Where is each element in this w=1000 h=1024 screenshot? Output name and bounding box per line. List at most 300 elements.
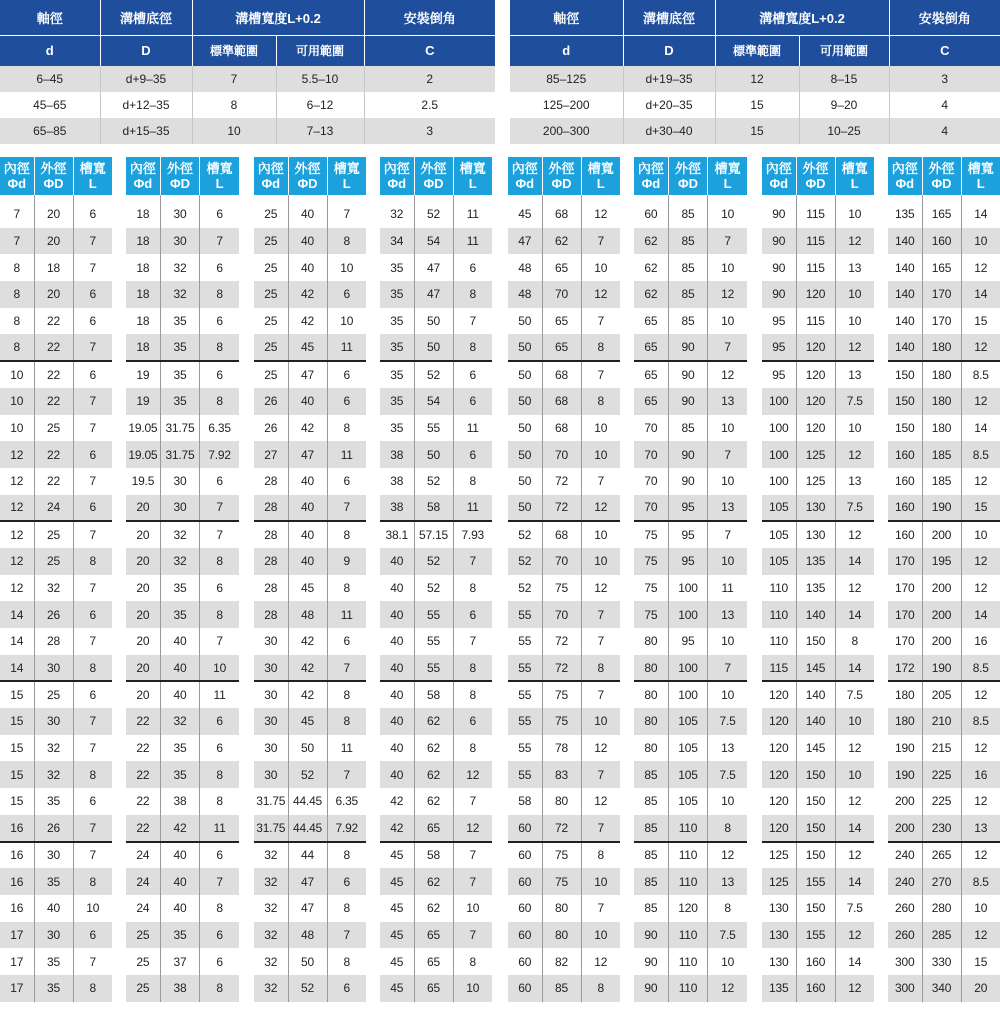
spec-standard-width: 8 [192,92,276,118]
cell-outer-diameter: 72 [542,815,581,842]
cell-inner-diameter: 8 [0,334,34,361]
cell-groove-width: 12 [581,788,620,815]
cell-groove-width: 12 [961,254,1000,281]
cell-inner-diameter: 52 [508,521,542,548]
cell-inner-diameter: 25 [254,281,288,308]
cell-groove-width: 8 [581,388,620,415]
cell-outer-diameter: 210 [922,708,961,735]
cell-inner-diameter: 170 [895,580,915,595]
cell-outer-diameter: 110 [668,922,707,949]
cell-groove-width: 8 [327,228,366,255]
cell-inner-diameter: 32 [254,922,288,949]
cell-inner-diameter: 26 [264,420,278,435]
cell-groove-width: 8 [581,842,620,869]
cell-inner-diameter: 120 [769,741,789,756]
cell-outer-diameter: 105 [668,708,707,735]
table-row [888,441,1000,468]
table-row [126,601,239,628]
header-inner-diameter [888,157,922,195]
header-outer-diameter-label: 外徑 [40,161,67,176]
cell-groove-width: 10 [708,681,747,708]
cell-outer-diameter: 140 [796,708,835,735]
cell-outer-diameter: 100 [668,575,707,602]
cell-groove-width: 20 [961,975,1000,1002]
table-row [254,415,366,442]
cell-groove-width: 13 [835,361,874,388]
cell-inner-diameter: 100 [769,420,789,435]
cell-outer-diameter: 170 [922,308,961,335]
table-row [126,441,239,468]
cell-inner-diameter: 35 [380,361,414,388]
cell-groove-width: 7 [73,415,112,442]
cell-groove-width: 8 [73,655,112,682]
cell-inner-diameter: 25 [254,361,288,388]
header-inner-diameter [762,157,796,195]
cell-outer-diameter: 31.75 [160,415,199,442]
table-row [126,388,239,415]
table-row [126,254,239,281]
spec-groove-base: d+12–35 [100,92,192,118]
table-row [888,495,1000,522]
cell-inner-diameter: 140 [888,334,922,361]
cell-outer-diameter: 54 [414,228,453,255]
cell-outer-diameter: 22 [34,361,73,388]
table-row [254,922,366,949]
table-row [762,228,874,255]
table-row [634,922,747,949]
table-row [508,575,620,602]
cell-groove-width: 8 [200,388,239,415]
cell-groove-width: 7.5 [835,388,874,415]
table-row [508,415,620,442]
cell-outer-diameter: 120 [796,361,835,388]
table-row [126,415,239,442]
cell-outer-diameter: 32 [34,735,73,762]
cell-inner-diameter: 25 [254,334,288,361]
cell-inner-diameter: 25 [126,922,160,949]
table-row [254,254,366,281]
cell-groove-width: 6 [200,361,239,388]
table-row [508,548,620,575]
cell-outer-diameter: 80 [542,895,581,922]
table-row [508,761,620,788]
table-row [508,868,620,895]
cell-groove-width: 7.5 [835,495,874,522]
header-inner-diameter-symbol: Φd [895,176,915,191]
cell-inner-diameter: 30 [264,634,278,649]
header-groove-width [327,157,366,195]
cell-outer-diameter: 35 [34,975,73,1002]
header-outer-diameter-symbol: ΦD [551,176,572,191]
cell-inner-diameter: 120 [769,794,789,809]
cell-groove-width: 7.93 [453,521,492,548]
table-row [254,708,366,735]
cell-inner-diameter: 60 [518,954,532,969]
table-row [762,655,874,682]
header-groove-width [708,157,747,195]
table-row [508,655,620,682]
table-row [762,575,874,602]
table-row [634,681,747,708]
table-row [254,281,366,308]
cell-inner-diameter: 58 [518,794,532,809]
table-row [888,735,1000,762]
table-row [380,948,492,975]
table-row [380,281,492,308]
cell-groove-width: 14 [961,281,1000,308]
cell-outer-diameter: 85 [668,308,707,335]
cell-inner-diameter: 20 [126,548,160,575]
table-row [508,681,620,708]
table-row [126,521,239,548]
cell-outer-diameter: 190 [922,495,961,522]
cell-outer-diameter: 50 [288,948,327,975]
cell-outer-diameter: 115 [796,308,835,335]
cell-groove-width: 7 [453,788,492,815]
cell-inner-diameter: 135 [762,975,796,1002]
table-row [0,468,112,495]
cell-groove-width: 11 [327,334,366,361]
cell-inner-diameter: 22 [126,815,160,842]
header-groove-width: 溝槽寬度L+0.2 [192,0,364,35]
cell-groove-width: 8 [73,975,112,1002]
cell-inner-diameter: 70 [634,495,668,522]
table-row [126,681,239,708]
spec-row [510,118,1000,144]
table-row [0,922,112,949]
cell-outer-diameter: 145 [796,655,835,682]
cell-outer-diameter: 135 [796,548,835,575]
header-sym-d: d [510,35,623,66]
cell-outer-diameter: 72 [542,495,581,522]
cell-inner-diameter: 170 [888,548,922,575]
table-row [0,842,112,869]
table-row [254,575,366,602]
header-usable: 可用範圍 [276,35,364,66]
size-table-6 [634,157,747,1002]
header-groove-width [835,157,874,195]
table-row [0,334,112,361]
cell-outer-diameter: 44 [288,842,327,869]
cell-inner-diameter: 42 [390,794,404,809]
cell-inner-diameter: 160 [895,474,915,489]
cell-outer-diameter: 42 [288,681,327,708]
cell-groove-width: 7 [73,815,112,842]
cell-groove-width: 6 [73,922,112,949]
header-inner-diameter-symbol: Φd [387,176,407,191]
cell-inner-diameter: 55 [508,681,542,708]
table-row [0,815,112,842]
table-row [254,761,366,788]
table-row [762,681,874,708]
cell-groove-width: 7 [581,228,620,255]
cell-outer-diameter: 40 [160,681,199,708]
cell-groove-width: 7 [327,655,366,682]
cell-inner-diameter: 18 [136,207,150,222]
header-groove-width-label: 槽寬 [841,161,868,176]
cell-inner-diameter: 25 [254,228,288,255]
table-row [380,521,492,548]
cell-groove-width: 6 [73,681,112,708]
spec-chamfer: 4 [889,118,1000,144]
cell-outer-diameter: 160 [796,948,835,975]
table-row [508,948,620,975]
header-outer-diameter [34,157,73,195]
header-outer-diameter-label: 外徑 [802,161,829,176]
cell-inner-diameter: 32 [254,868,288,895]
header-inner-diameter [126,157,160,195]
cell-outer-diameter: 42 [160,815,199,842]
cell-outer-diameter: 65 [414,948,453,975]
cell-inner-diameter: 110 [769,634,789,649]
table-row [634,468,747,495]
table-row [380,788,492,815]
cell-groove-width: 10 [73,895,112,922]
cell-outer-diameter: 280 [922,895,961,922]
cell-outer-diameter: 95 [668,495,707,522]
table-row [126,842,239,869]
cell-outer-diameter: 42 [288,281,327,308]
cell-inner-diameter: 8 [13,260,20,275]
cell-groove-width: 7 [73,708,112,735]
cell-inner-diameter: 18 [126,281,160,308]
table-row [380,468,492,495]
cell-groove-width: 13 [708,388,747,415]
cell-outer-diameter: 38 [160,788,199,815]
cell-inner-diameter: 60 [508,922,542,949]
cell-groove-width: 7 [73,388,112,415]
cell-outer-diameter: 42 [288,655,327,682]
cell-outer-diameter: 200 [922,521,961,548]
cell-groove-width: 11 [453,495,492,522]
cell-inner-diameter: 30 [254,761,288,788]
cell-inner-diameter: 85 [634,842,668,869]
header-inner-diameter-symbol: Φd [515,176,535,191]
cell-outer-diameter: 32 [160,281,199,308]
cell-inner-diameter: 55 [508,655,542,682]
cell-outer-diameter: 330 [922,948,961,975]
spec-shaft-range: 6–45 [0,66,100,92]
cell-inner-diameter: 10 [0,361,34,388]
table-row [888,788,1000,815]
table-row [0,708,112,735]
cell-inner-diameter: 24 [126,842,160,869]
table-row [888,815,1000,842]
header-outer-diameter [160,157,199,195]
cell-inner-diameter: 32 [264,954,278,969]
cell-inner-diameter: 31.75 [256,794,286,809]
table-row [634,708,747,735]
cell-inner-diameter: 24 [126,868,160,895]
cell-groove-width: 6 [200,308,239,335]
header-outer-diameter [414,157,453,195]
cell-inner-diameter: 45 [390,901,404,916]
table-row [380,361,492,388]
cell-outer-diameter: 65 [542,308,581,335]
cell-groove-width: 8 [453,468,492,495]
spec-chamfer: 3 [889,66,1000,92]
cell-inner-diameter: 19 [126,388,160,415]
header-outer-diameter-symbol: ΦD [169,176,190,191]
cell-groove-width: 10 [835,195,874,228]
cell-groove-width: 8 [200,548,239,575]
cell-outer-diameter: 38 [160,975,199,1002]
table-row [762,468,874,495]
header-shaft: 軸徑 [0,0,100,35]
cell-outer-diameter: 72 [542,468,581,495]
cell-groove-width: 6 [73,361,112,388]
cell-groove-width: 7 [73,468,112,495]
cell-outer-diameter: 42 [288,628,327,655]
cell-groove-width: 11 [327,441,366,468]
cell-groove-width: 10 [961,521,1000,548]
cell-inner-diameter: 100 [769,474,789,489]
table-row [380,681,492,708]
cell-groove-width: 12 [581,735,620,762]
cell-groove-width: 10 [835,708,874,735]
cell-groove-width: 10 [961,228,1000,255]
cell-inner-diameter: 150 [888,388,922,415]
cell-outer-diameter: 65 [542,334,581,361]
cell-inner-diameter: 80 [634,655,668,682]
cell-inner-diameter: 20 [126,601,160,628]
table-row [0,628,112,655]
groove-spec-table-right [510,0,1000,144]
cell-groove-width: 12 [835,521,874,548]
cell-inner-diameter: 12 [0,521,34,548]
cell-inner-diameter: 90 [634,975,668,1002]
table-row [762,441,874,468]
cell-groove-width: 7.5 [708,708,747,735]
cell-groove-width: 7 [73,628,112,655]
header-inner-diameter-symbol: Φd [7,176,27,191]
cell-outer-diameter: 185 [922,441,961,468]
cell-inner-diameter: 85 [644,794,658,809]
table-row [380,895,492,922]
cell-outer-diameter: 72 [542,628,581,655]
table-row [126,922,239,949]
cell-groove-width: 7 [581,468,620,495]
table-row [254,895,366,922]
cell-outer-diameter: 82 [542,948,581,975]
header-inner-diameter-label: 內徑 [383,161,410,176]
cell-inner-diameter: 85 [634,868,668,895]
cell-inner-diameter: 20 [126,681,160,708]
table-row [634,761,747,788]
cell-inner-diameter: 24 [136,901,150,916]
cell-inner-diameter: 65 [634,334,668,361]
cell-groove-width: 8 [708,895,747,922]
cell-groove-width: 12 [835,334,874,361]
cell-inner-diameter: 15 [0,708,34,735]
header-inner-diameter-label: 內徑 [257,161,284,176]
table-row [634,895,747,922]
cell-outer-diameter: 40 [34,895,73,922]
table-row [634,735,747,762]
table-row [888,842,1000,869]
header-sym-D: D [100,35,192,66]
cell-inner-diameter: 25 [136,954,150,969]
cell-outer-diameter: 62 [414,895,453,922]
cell-groove-width: 8 [327,681,366,708]
cell-outer-diameter: 40 [288,521,327,548]
cell-groove-width: 8 [581,975,620,1002]
cell-outer-diameter: 20 [34,281,73,308]
cell-outer-diameter: 47 [414,254,453,281]
cell-inner-diameter: 42 [380,815,414,842]
cell-outer-diameter: 30 [34,655,73,682]
cell-inner-diameter: 20 [136,580,150,595]
cell-inner-diameter: 140 [888,281,922,308]
cell-outer-diameter: 52 [288,975,327,1002]
cell-outer-diameter: 150 [796,842,835,869]
table-row [888,601,1000,628]
cell-outer-diameter: 145 [796,735,835,762]
header-groove-width-label: 槽寬 [714,161,741,176]
cell-groove-width: 7.5 [835,681,874,708]
header-groove-width-symbol: L [723,176,732,191]
cell-groove-width: 8 [453,281,492,308]
cell-inner-diameter: 170 [888,601,922,628]
table-row [254,655,366,682]
cell-inner-diameter: 32 [390,207,404,222]
cell-outer-diameter: 105 [668,788,707,815]
table-row [380,334,492,361]
cell-groove-width: 7.5 [835,895,874,922]
header-outer-diameter-symbol: ΦD [677,176,698,191]
cell-outer-diameter: 340 [922,975,961,1002]
cell-outer-diameter: 50 [414,334,453,361]
cell-inner-diameter: 20 [126,495,160,522]
cell-inner-diameter: 140 [895,260,915,275]
cell-inner-diameter: 130 [769,901,789,916]
cell-outer-diameter: 25 [34,681,73,708]
cell-groove-width: 12 [581,495,620,522]
cell-outer-diameter: 40 [288,254,327,281]
cell-groove-width: 7 [581,308,620,335]
table-row [634,601,747,628]
cell-inner-diameter: 55 [518,741,532,756]
cell-groove-width: 7 [73,842,112,869]
cell-outer-diameter: 150 [796,895,835,922]
cell-outer-diameter: 47 [288,441,327,468]
header-groove-width-label: 槽寬 [79,161,106,176]
table-row [0,254,112,281]
cell-inner-diameter: 45 [380,842,414,869]
header-inner-diameter [0,157,34,195]
cell-outer-diameter: 150 [796,788,835,815]
cell-inner-diameter: 62 [644,260,658,275]
table-row [762,361,874,388]
cell-groove-width: 10 [581,415,620,442]
table-row [380,441,492,468]
cell-inner-diameter: 32 [264,901,278,916]
cell-groove-width: 13 [835,254,874,281]
cell-groove-width: 12 [835,922,874,949]
table-row [0,975,112,1002]
cell-outer-diameter: 35 [34,868,73,895]
cell-inner-diameter: 45 [380,975,414,1002]
cell-inner-diameter: 140 [895,314,915,329]
cell-outer-diameter: 68 [542,415,581,442]
cell-inner-diameter: 40 [390,634,404,649]
header-groove-width-label: 槽寬 [206,161,233,176]
groove-spec-table-left [0,0,495,144]
table-row [380,254,492,281]
cell-outer-diameter: 62 [414,735,453,762]
cell-groove-width: 10 [708,254,747,281]
cell-outer-diameter: 80 [542,922,581,949]
